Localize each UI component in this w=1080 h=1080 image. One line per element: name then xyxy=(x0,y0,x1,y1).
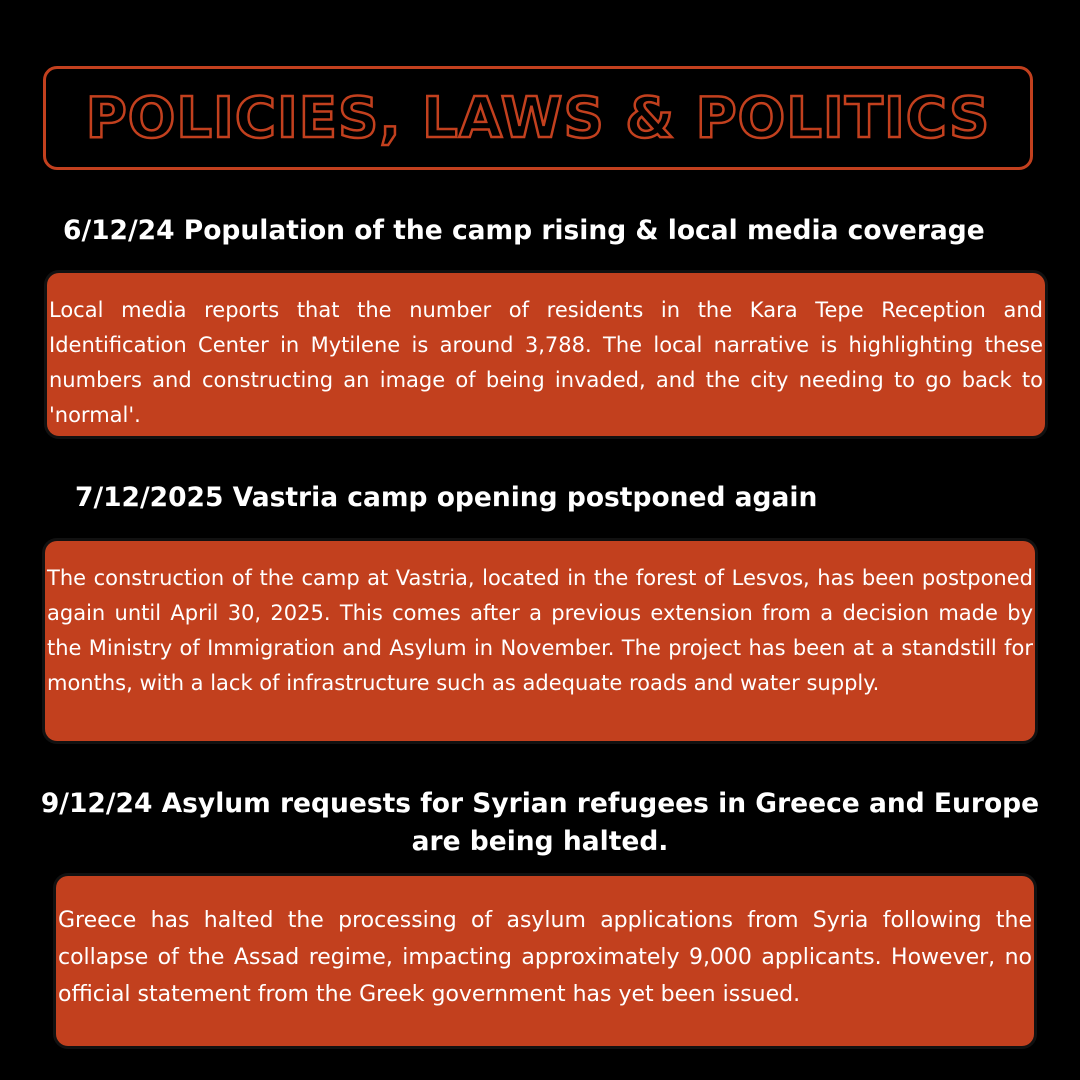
entry-body-text: The construction of the camp at Vastria, located in the forest of Lesvos, has been postponed again until April 30, 2025. This comes after a previous extension from a decision made by the Ministry of Immigration and Asylum in November. The project has been at a standstill for months, with a lack of infrastructure such as adequate roads and water supply. xyxy=(47,566,1033,695)
entry-headline: 9/12/24 Asylum requests for Syrian refugees in Greece and Europe are being halted. xyxy=(40,788,1040,857)
entry-headline: 6/12/24 Population of the camp rising & local media coverage xyxy=(63,215,985,246)
entry-body-text: Greece has halted the processing of asylum applications from Syria following the collapse of the Assad regime, impacting approximately 9,000 applicants. However, no official statement from the Greek government has yet been issued. xyxy=(58,908,1032,1007)
entry-body-box xyxy=(45,541,1035,741)
entry-body-box xyxy=(47,273,1045,436)
page-title: POLICIES, LAWS & POLITICS xyxy=(85,85,991,151)
entry-body-box xyxy=(56,876,1034,1046)
entry-headline: 7/12/2025 Vastria camp opening postponed again xyxy=(75,482,818,513)
title-banner xyxy=(43,66,1033,170)
entry-body-text: Local media reports that the number of residents in the Kara Tepe Reception and Identification Center in Mytilene is around 3,788. The local narrative is highlighting these numbers and constructing an image of being invaded, and the city needing to go back to 'normal'. xyxy=(49,298,1043,427)
